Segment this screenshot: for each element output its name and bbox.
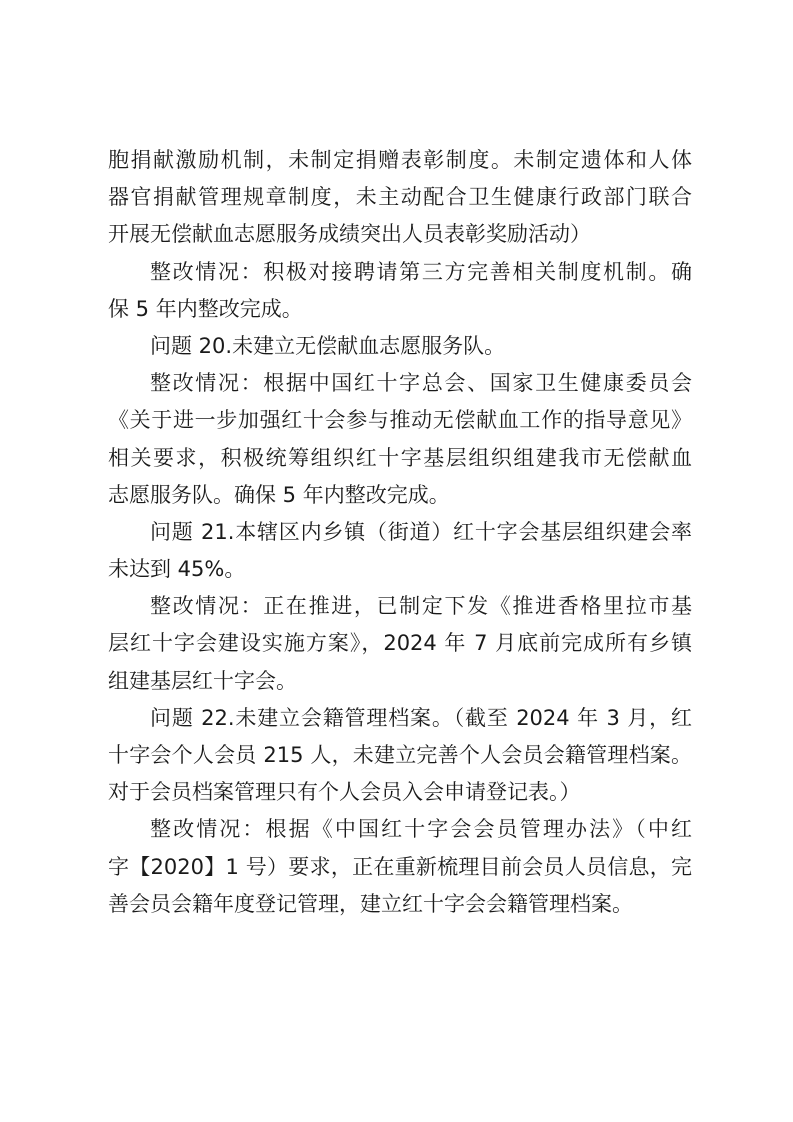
text-line: 整改情况：正在推进，已制定下发《推进香格里拉市基 xyxy=(150,594,692,619)
text-line: 问题 22.未建立会籍管理档案。（截至 2024 年 3 月，红 xyxy=(150,705,692,730)
text-line: 保 5 年内整改完成。 xyxy=(108,296,303,321)
text-line: 胞捐献激励机制，未制定捐赠表彰制度。未制定遗体和人体 xyxy=(108,148,692,172)
text-line: 层红十字会建设实施方案》，2024 年 7 月底前完成所有乡镇 xyxy=(108,631,692,656)
text-line: 问题 21.本辖区内乡镇（街道）红十字会基层组织建会率 xyxy=(150,519,692,544)
text-line: 善会员会籍年度登记管理，建立红十字会会籍管理档案。 xyxy=(108,891,633,916)
text-line: 字【2020】1 号）要求，正在重新梳理目前会员人员信息，完 xyxy=(108,854,692,879)
text-line: 相关要求，积极统筹组织红十字基层组织组建我市无偿献血 xyxy=(108,445,692,470)
text-line: 组建基层红十字会。 xyxy=(108,668,297,693)
text-line: 对于会员档案管理只有个人会员入会申请登记表。） xyxy=(108,780,581,805)
text-line: 整改情况：根据中国红十字总会、国家卫生健康委员会 xyxy=(150,371,692,396)
text-line: 开展无偿献血志愿服务成绩突出人员表彰奖励活动） xyxy=(108,222,591,247)
document-body xyxy=(108,142,692,923)
text-line: 未达到 45%。 xyxy=(108,557,246,582)
text-line: 问题 20.未建立无偿献血志愿服务队。 xyxy=(150,333,506,358)
text-line: 器官捐献管理规章制度，未主动配合卫生健康行政部门联合 xyxy=(108,185,692,210)
text-line: 整改情况：根据《中国红十字会会员管理办法》（中红 xyxy=(150,817,692,842)
text-line: 志愿服务队。确保 5 年内整改完成。 xyxy=(108,482,450,507)
text-line: 《关于进一步加强红十会参与推动无偿献血工作的指导意见》 xyxy=(108,408,692,433)
text-line: 十字会个人会员 215 人，未建立完善个人会员会籍管理档案。 xyxy=(108,743,692,767)
text-line: 整改情况：积极对接聘请第三方完善相关制度机制。确 xyxy=(150,259,692,284)
